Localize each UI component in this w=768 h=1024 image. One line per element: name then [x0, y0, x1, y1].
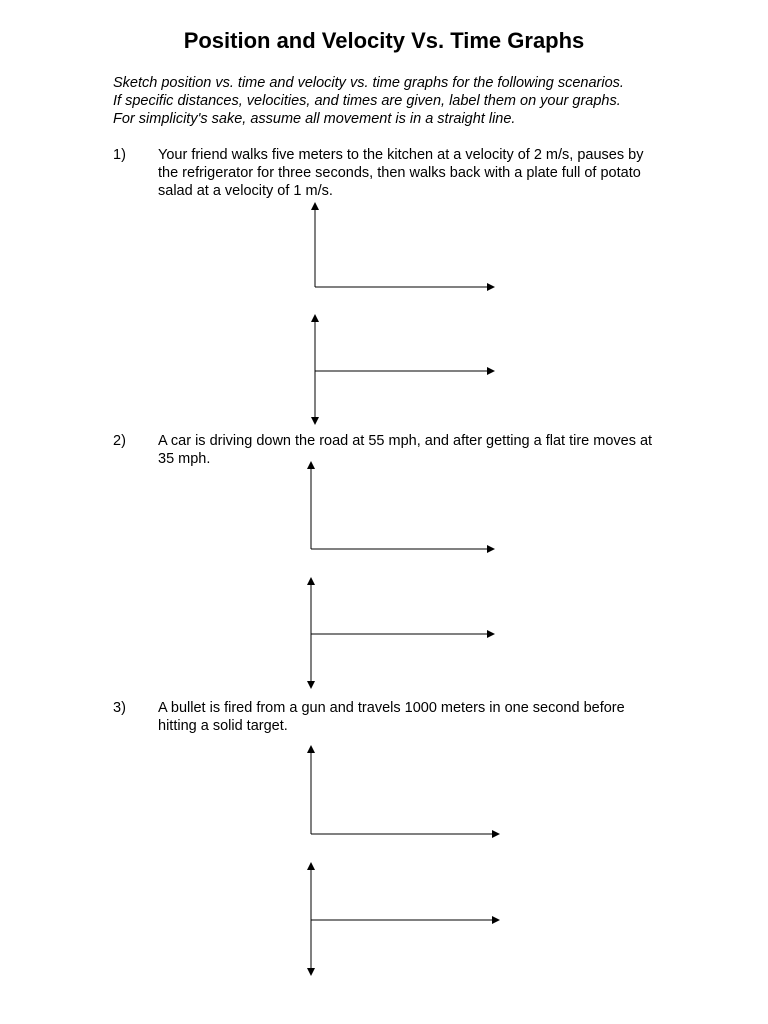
- q1-velocity-graph: [315, 315, 494, 424]
- question-2-number: 2): [113, 433, 126, 449]
- q1-position-graph: [315, 203, 494, 287]
- instructions-line-2: If specific distances, velocities, and times are given, label them on your graphs.: [113, 93, 621, 109]
- q3-position-graph: [311, 746, 499, 834]
- page-title: Position and Velocity Vs. Time Graphs: [183, 28, 585, 53]
- instructions-line-3b: movement is in a straight line.: [323, 111, 516, 127]
- question-1-number: 1): [113, 147, 126, 163]
- q3-velocity-graph: [311, 863, 499, 975]
- question-2-text: A car is driving down the road at 55 mph, and after getting a flat tire moves at 35 mph.: [158, 433, 653, 467]
- instructions-line-1: Sketch position vs. time and velocity vs. time graphs for the following scenarios.: [113, 75, 624, 91]
- question-1-text: Your friend walks five meters to the kitchen at a velocity of 2 m/s, pauses by the refrigerator for three seconds, then walks back with a plate full of potato salad at a velocity of 1 m/s.: [158, 147, 644, 199]
- question-3-text: A bullet is fired from a gun and travels 1000 meters in one second before hitting a solid target.: [158, 700, 625, 734]
- question-3-number: 3): [113, 700, 126, 716]
- instructions-line-3a: For simplicity's sake, assume all: [113, 111, 324, 127]
- q2-velocity-graph: [311, 578, 494, 688]
- q2-position-graph: [311, 462, 494, 549]
